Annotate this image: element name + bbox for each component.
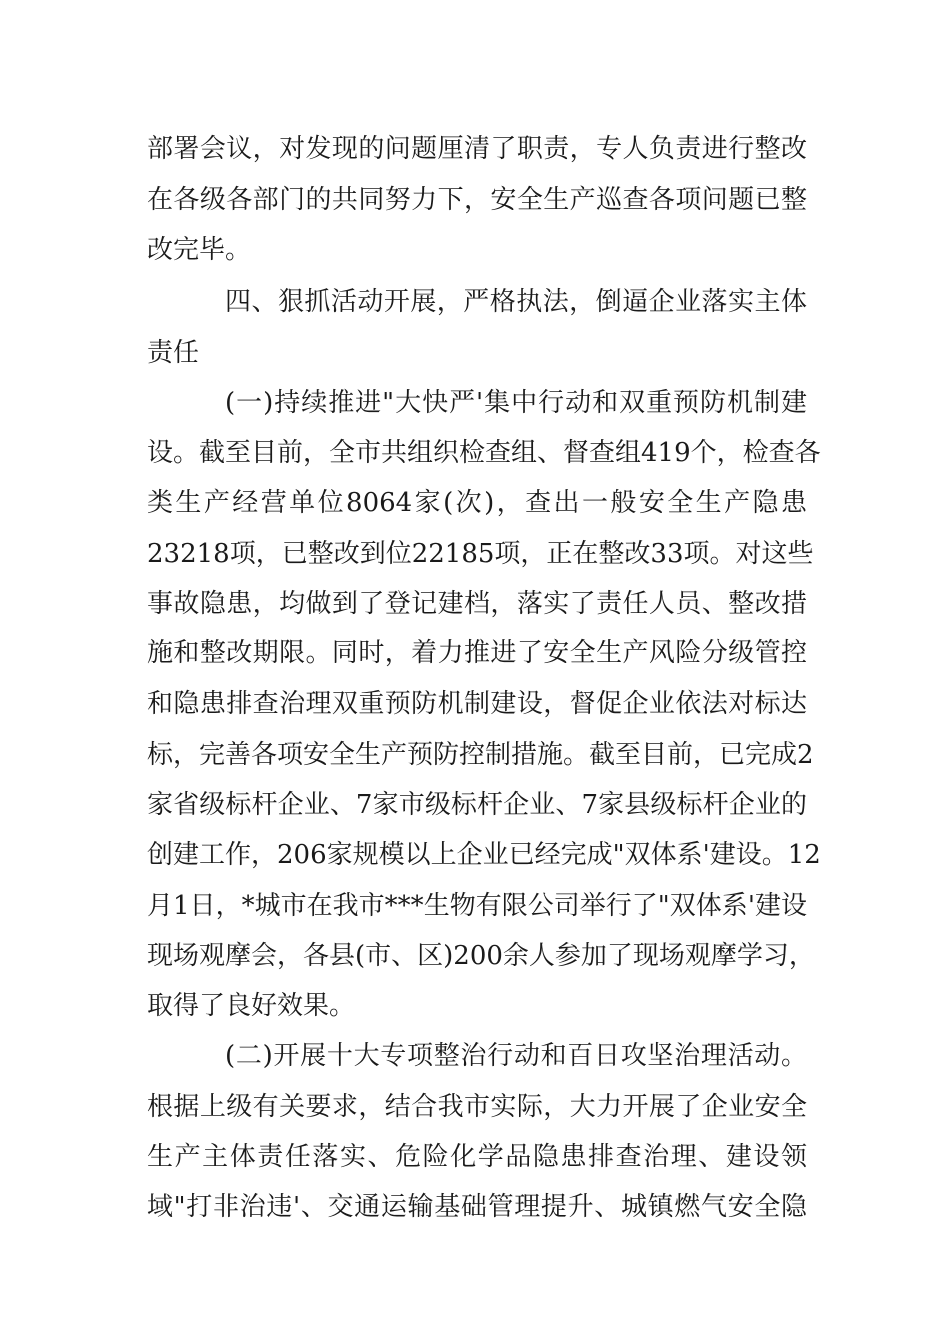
text-line: 改完毕。 [147,235,252,265]
text-line: 创建工作，206家规模以上企业已经完成"双体系'建设。12 [147,840,821,870]
text-line: 在各级各部门的共同努力下，安全生产巡查各项问题已整 [147,185,807,215]
text-line: 部署会议，对发现的问题厘清了职责，专人负责进行整改 [147,134,807,164]
text-line: 标，完善各项安全生产预防控制措施。截至目前，已完成2 [147,740,814,770]
text-line: 施和整改期限。同时，着力推进了安全生产风险分级管控 [147,638,807,668]
text-line: 事故隐患，均做到了登记建档，落实了责任人员、整改措 [147,589,807,619]
text-line: 域"打非治违'、交通运输基础管理提升、城镇燃气安全隐 [147,1192,807,1222]
text-line: 家省级标杆企业、7家市级标杆企业、7家县级标杆企业的 [147,790,807,820]
text-line: 月1日，*城市在我市***生物有限公司举行了"双体系'建设 [147,891,807,921]
text-line: 生产主体责任落实、危险化学品隐患排查治理、建设领 [147,1142,807,1172]
text-line: 根据上级有关要求，结合我市实际，大力开展了企业安全 [147,1092,807,1122]
text-line: 23218项，已整改到位22185项，正在整改33项。对这些 [147,539,814,569]
section-heading-continued: 责任 [147,338,200,368]
text-line: 和隐患排查治理双重预防机制建设，督促企业依法对标达 [147,689,807,719]
text-line: 现场观摩会，各县(市、区)200余人参加了现场观摩学习， [147,941,815,971]
text-line: 类生产经营单位8064家(次)，查出一般安全生产隐患 [147,488,807,518]
text-line: 设。截至目前，全市共组织检查组、督查组419个，检查各 [147,438,821,468]
section-heading: 四、狠抓活动开展，严格执法，倒逼企业落实主体 [225,287,807,317]
text-line: 取得了良好效果。 [147,991,356,1021]
subsection-heading: (二)开展十大专项整治行动和百日攻坚治理活动。 [225,1041,807,1071]
subsection-heading: (一)持续推进"大快严'集中行动和双重预防机制建 [225,388,807,418]
